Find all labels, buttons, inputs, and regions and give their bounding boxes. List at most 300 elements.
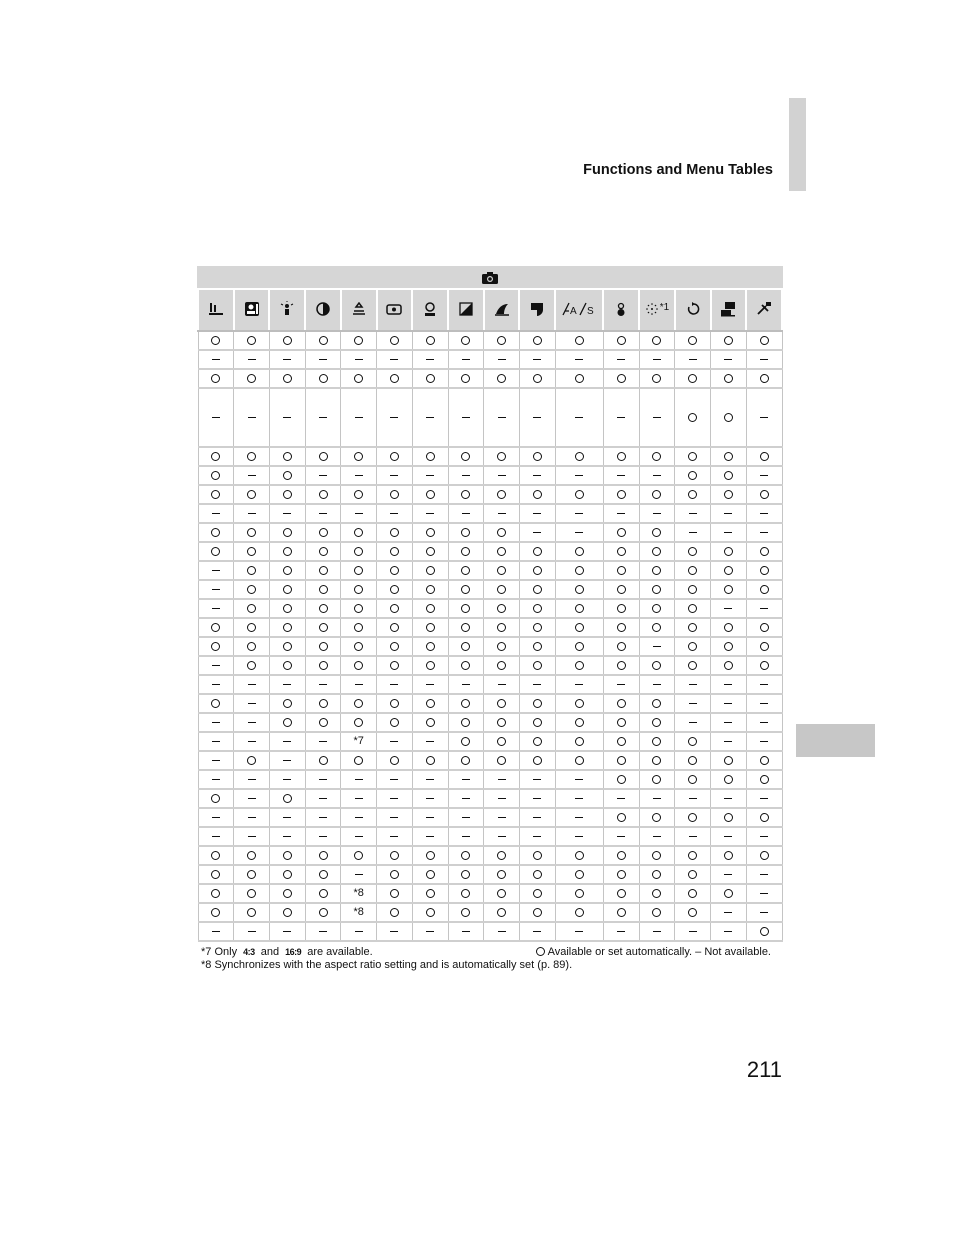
not-available-dash-icon [498, 836, 506, 837]
available-circle-icon [247, 870, 256, 879]
table-cell [746, 827, 782, 846]
table-cell [305, 884, 341, 903]
table-cell [555, 732, 603, 751]
table-cell [412, 808, 448, 827]
not-available-dash-icon [355, 836, 363, 837]
available-circle-icon [319, 585, 328, 594]
table-cell [269, 504, 305, 523]
not-available-dash-icon [212, 684, 220, 685]
table-cell [555, 751, 603, 770]
table-row [198, 884, 782, 903]
table-cell [234, 580, 270, 599]
table-cell [519, 922, 555, 941]
table-cell [377, 827, 413, 846]
available-circle-icon [390, 642, 399, 651]
available-circle-icon [688, 851, 697, 860]
mode-column-header [269, 290, 305, 331]
table-cell [519, 350, 555, 369]
not-available-dash-icon [283, 779, 291, 780]
available-circle-icon [617, 604, 626, 613]
table-cell [448, 618, 484, 637]
table-row [198, 865, 782, 884]
table-cell [711, 846, 747, 865]
table-cell [639, 770, 675, 789]
available-circle-icon [211, 699, 220, 708]
mode-column-header [746, 290, 782, 331]
available-circle-icon [390, 566, 399, 575]
table-cell [341, 713, 377, 732]
table-cell [412, 447, 448, 466]
table-cell [711, 580, 747, 599]
table-cell [484, 922, 520, 941]
not-available-dash-icon [462, 359, 470, 360]
available-circle-icon [390, 889, 399, 898]
not-available-dash-icon [355, 931, 363, 932]
not-available-dash-icon [283, 359, 291, 360]
beach-mode-icon [494, 301, 510, 317]
table-cell [746, 485, 782, 504]
available-circle-icon [688, 374, 697, 383]
available-circle-icon [652, 374, 661, 383]
available-circle-icon [390, 604, 399, 613]
available-circle-icon [497, 604, 506, 613]
table-cell [377, 637, 413, 656]
table-row [198, 599, 782, 618]
table-cell [305, 561, 341, 580]
table-cell [484, 523, 520, 542]
not-available-dash-icon [760, 874, 768, 875]
mode-icon-row [198, 290, 782, 331]
not-available-dash-icon [498, 684, 506, 685]
not-available-dash-icon [462, 817, 470, 818]
not-available-dash-icon [248, 722, 256, 723]
available-circle-icon [688, 756, 697, 765]
table-cell [484, 789, 520, 808]
table-cell [234, 922, 270, 941]
section-title: Functions and Menu Tables [583, 162, 773, 178]
not-available-dash-icon [212, 741, 220, 742]
table-cell [341, 694, 377, 713]
table-row [198, 922, 782, 941]
available-circle-icon [652, 604, 661, 613]
table-cell [675, 827, 711, 846]
not-available-dash-icon [724, 359, 732, 360]
table-cell [555, 618, 603, 637]
table-cell [639, 808, 675, 827]
table-cell [555, 466, 603, 485]
available-circle-icon [283, 642, 292, 651]
available-circle-icon [426, 642, 435, 651]
available-circle-icon [211, 794, 220, 803]
not-available-dash-icon [575, 417, 583, 418]
table-cell [555, 865, 603, 884]
available-circle-icon [724, 642, 733, 651]
available-circle-icon [617, 851, 626, 860]
table-cell [412, 751, 448, 770]
table-cell [448, 846, 484, 865]
not-available-dash-icon [689, 684, 697, 685]
table-cell [377, 846, 413, 865]
available-circle-icon [724, 585, 733, 594]
available-circle-icon [354, 566, 363, 575]
available-circle-icon [617, 699, 626, 708]
table-row [198, 732, 782, 751]
not-available-dash-icon [760, 475, 768, 476]
table-cell [377, 388, 413, 447]
table-cell [603, 331, 639, 350]
table-cell [639, 542, 675, 561]
not-available-dash-icon [248, 703, 256, 704]
table-cell [448, 504, 484, 523]
mode-availability-table [197, 290, 783, 942]
table-cell [639, 388, 675, 447]
available-circle-icon [617, 737, 626, 746]
table-cell [711, 388, 747, 447]
not-available-dash-icon [319, 741, 327, 742]
table-cell [711, 466, 747, 485]
table-cell [639, 523, 675, 542]
available-circle-icon [319, 718, 328, 727]
available-circle-icon [497, 661, 506, 670]
aspect-4-3-badge: 4:3 [243, 947, 255, 957]
table-cell [484, 808, 520, 827]
table-cell [198, 732, 234, 751]
table-cell [675, 884, 711, 903]
not-available-dash-icon [426, 417, 434, 418]
available-circle-icon [533, 718, 542, 727]
table-row [198, 388, 782, 447]
table-cell [234, 542, 270, 561]
table-cell [198, 369, 234, 388]
table-cell [234, 808, 270, 827]
table-cell [639, 751, 675, 770]
stitch-assist-mode-icon [686, 302, 700, 316]
available-circle-icon [390, 851, 399, 860]
table-cell [603, 789, 639, 808]
available-circle-icon [575, 604, 584, 613]
table-cell [519, 331, 555, 350]
table-cell [305, 618, 341, 637]
table-row [198, 350, 782, 369]
table-row [198, 466, 782, 485]
not-available-dash-icon [212, 722, 220, 723]
available-circle-icon [724, 661, 733, 670]
available-circle-icon [283, 566, 292, 575]
table-row [198, 542, 782, 561]
available-circle-icon [354, 756, 363, 765]
available-circle-icon [652, 336, 661, 345]
face-self-timer-mode-icon [423, 301, 437, 317]
table-cell [234, 789, 270, 808]
table-cell [377, 542, 413, 561]
available-circle-icon [247, 585, 256, 594]
available-circle-icon [247, 908, 256, 917]
table-cell [269, 331, 305, 350]
table-cell [603, 694, 639, 713]
table-cell [603, 618, 639, 637]
table-cell [412, 732, 448, 751]
table-cell [305, 485, 341, 504]
not-available-dash-icon [248, 817, 256, 818]
table-cell [675, 675, 711, 694]
table-cell [341, 751, 377, 770]
table-cell [198, 580, 234, 599]
available-circle-icon [533, 642, 542, 651]
available-circle-icon [426, 756, 435, 765]
table-cell [412, 884, 448, 903]
table-cell [198, 485, 234, 504]
table-cell [603, 350, 639, 369]
table-cell [484, 656, 520, 675]
table-cell [377, 789, 413, 808]
available-circle-icon [497, 336, 506, 345]
available-circle-icon [652, 737, 661, 746]
table-cell [484, 485, 520, 504]
table-cell [305, 903, 341, 922]
movie-digest-mode-icon [720, 301, 736, 317]
available-circle-icon [688, 471, 697, 480]
available-circle-icon [652, 528, 661, 537]
table-cell [305, 770, 341, 789]
table-cell [555, 331, 603, 350]
table-cell [234, 884, 270, 903]
not-available-dash-icon [212, 817, 220, 818]
table-body [198, 331, 782, 941]
table-cell [198, 331, 234, 350]
table-cell [675, 694, 711, 713]
table-cell [746, 865, 782, 884]
not-available-dash-icon [724, 608, 732, 609]
not-available-dash-icon [390, 359, 398, 360]
available-circle-icon [390, 756, 399, 765]
table-cell [519, 751, 555, 770]
available-circle-icon [575, 547, 584, 556]
table-cell [198, 542, 234, 561]
svg-text:S: S [587, 305, 594, 317]
not-available-dash-icon [462, 798, 470, 799]
table-cell [555, 542, 603, 561]
available-circle-icon [533, 699, 542, 708]
not-available-dash-icon [760, 836, 768, 837]
table-cell [519, 637, 555, 656]
table-cell [448, 865, 484, 884]
not-available-dash-icon [212, 417, 220, 418]
table-cell [269, 922, 305, 941]
table-cell [555, 808, 603, 827]
available-circle-icon [652, 699, 661, 708]
table-cell [448, 369, 484, 388]
available-circle-icon [688, 813, 697, 822]
available-circle-icon [211, 528, 220, 537]
table-cell [341, 656, 377, 675]
table-cell [448, 447, 484, 466]
not-available-dash-icon [319, 798, 327, 799]
available-circle-icon [652, 452, 661, 461]
not-available-dash-icon [390, 798, 398, 799]
table-cell [639, 846, 675, 865]
available-circle-icon [426, 718, 435, 727]
table-cell [675, 713, 711, 732]
table-cell [305, 542, 341, 561]
table-cell [198, 350, 234, 369]
available-circle-icon [724, 490, 733, 499]
table-cell [341, 485, 377, 504]
not-available-dash-icon [426, 684, 434, 685]
available-circle-icon [575, 870, 584, 879]
available-circle-icon [247, 452, 256, 461]
not-available-dash-icon [533, 931, 541, 932]
available-circle-icon [688, 889, 697, 898]
available-circle-icon [319, 528, 328, 537]
table-cell [519, 369, 555, 388]
available-circle-icon [319, 661, 328, 670]
table-cell [269, 561, 305, 580]
table-cell [305, 466, 341, 485]
table-cell [519, 789, 555, 808]
available-circle-icon [283, 908, 292, 917]
kids-pets-mode-icon [351, 302, 367, 316]
table-cell [639, 865, 675, 884]
table-cell [234, 903, 270, 922]
available-circle-icon [575, 452, 584, 461]
table-cell [412, 580, 448, 599]
available-circle-icon [319, 374, 328, 383]
available-circle-icon [390, 452, 399, 461]
table-cell [269, 656, 305, 675]
table-cell [305, 523, 341, 542]
available-circle-icon [497, 699, 506, 708]
table-row [198, 447, 782, 466]
table-cell [269, 447, 305, 466]
not-available-dash-icon [689, 931, 697, 932]
available-circle-icon [461, 642, 470, 651]
available-circle-icon [497, 642, 506, 651]
available-circle-icon [652, 718, 661, 727]
table-cell [234, 732, 270, 751]
color-accent-swap-mode-icon [561, 301, 597, 317]
table-cell [412, 542, 448, 561]
available-circle-icon [617, 870, 626, 879]
available-circle-icon [211, 908, 220, 917]
table-row [198, 903, 782, 922]
available-circle-icon [688, 642, 697, 651]
available-circle-icon [617, 374, 626, 383]
low-light-mode-icon [459, 302, 473, 316]
available-circle-icon [426, 566, 435, 575]
table-cell [198, 865, 234, 884]
available-circle-icon [211, 547, 220, 556]
not-available-dash-icon [248, 684, 256, 685]
available-circle-icon [319, 908, 328, 917]
table-cell [341, 599, 377, 618]
table-cell [603, 751, 639, 770]
table-cell [198, 751, 234, 770]
available-circle-icon [247, 604, 256, 613]
not-available-dash-icon [498, 779, 506, 780]
not-available-dash-icon [212, 836, 220, 837]
available-circle-icon [319, 547, 328, 556]
mode-column-header [234, 290, 270, 331]
table-cell [305, 675, 341, 694]
table-row [198, 713, 782, 732]
table-cell [412, 694, 448, 713]
night-scene-mode-icon [279, 301, 295, 317]
available-circle-icon [760, 374, 769, 383]
table-cell [746, 618, 782, 637]
available-circle-icon [724, 756, 733, 765]
table-cell [711, 922, 747, 941]
table-cell [448, 694, 484, 713]
available-circle-icon [688, 452, 697, 461]
not-available-dash-icon [390, 513, 398, 514]
table-cell [484, 732, 520, 751]
table-cell [412, 846, 448, 865]
table-cell [198, 447, 234, 466]
available-circle-icon [497, 870, 506, 879]
smart-shutter-mode-icon [386, 303, 402, 315]
table-cell [269, 903, 305, 922]
available-circle-icon [533, 870, 542, 879]
table-cell [519, 599, 555, 618]
table-cell [746, 388, 782, 447]
not-available-dash-icon [283, 684, 291, 685]
available-circle-icon [688, 737, 697, 746]
table-cell [377, 331, 413, 350]
aspect-16-9-badge: 16:9 [285, 947, 302, 957]
not-available-dash-icon [212, 513, 220, 514]
table-cell [305, 713, 341, 732]
not-available-dash-icon [498, 475, 506, 476]
not-available-dash-icon [575, 359, 583, 360]
available-circle-icon [533, 604, 542, 613]
available-circle-icon [319, 336, 328, 345]
table-cell [711, 732, 747, 751]
available-circle-icon [617, 775, 626, 784]
table-cell [341, 884, 377, 903]
table-cell [603, 770, 639, 789]
not-available-dash-icon [390, 475, 398, 476]
table-cell [484, 561, 520, 580]
table-cell [305, 789, 341, 808]
not-available-dash-icon [533, 417, 541, 418]
table-cell [555, 903, 603, 922]
table-cell [305, 751, 341, 770]
table-row [198, 846, 782, 865]
table-cell [555, 827, 603, 846]
table-cell [377, 770, 413, 789]
available-circle-icon [283, 889, 292, 898]
available-circle-icon [617, 585, 626, 594]
table-cell [746, 751, 782, 770]
not-available-dash-icon [689, 359, 697, 360]
table-cell [519, 561, 555, 580]
foliage-mode-icon [530, 301, 544, 317]
not-available-dash-icon [319, 836, 327, 837]
table-cell [603, 808, 639, 827]
table-cell [603, 903, 639, 922]
page-number: 211 [746, 1057, 782, 1082]
not-available-dash-icon [653, 417, 661, 418]
table-cell [711, 447, 747, 466]
table-cell [377, 504, 413, 523]
available-circle-icon [426, 661, 435, 670]
table-cell [675, 542, 711, 561]
table-cell [603, 523, 639, 542]
table-row [198, 808, 782, 827]
not-available-dash-icon [498, 931, 506, 932]
table-cell [746, 675, 782, 694]
table-cell [603, 922, 639, 941]
